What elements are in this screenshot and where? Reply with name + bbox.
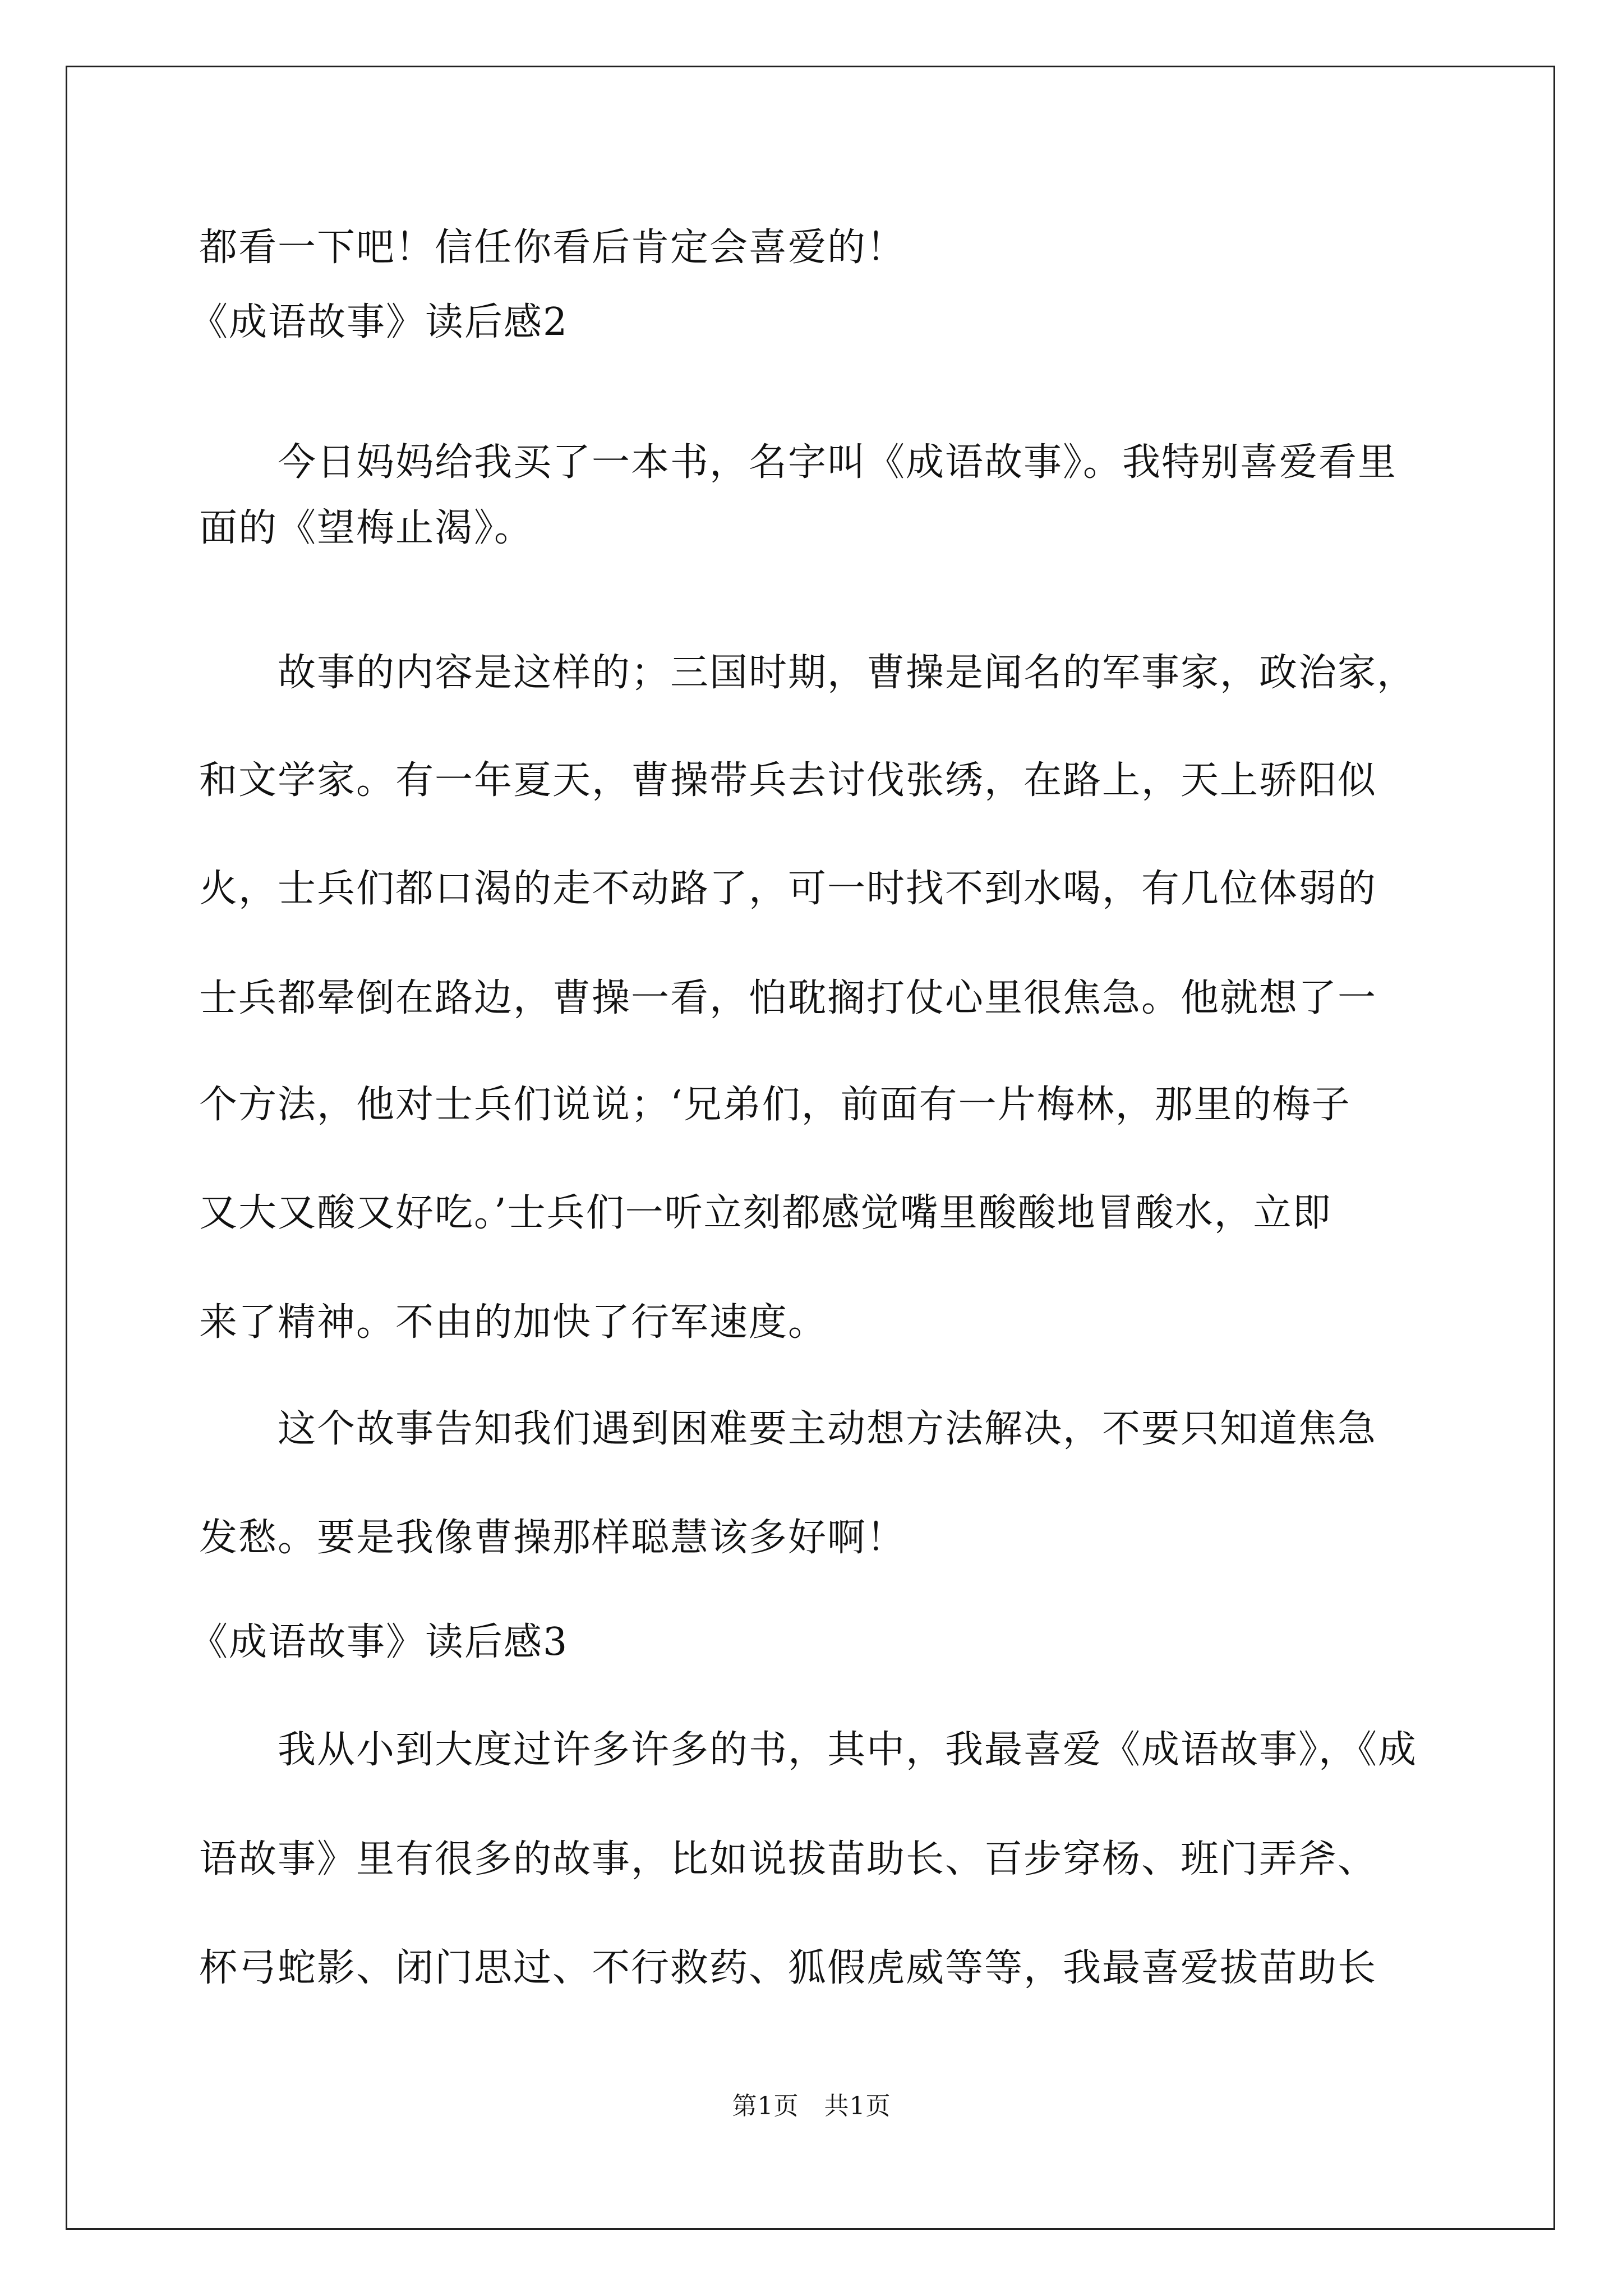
text-line: 又大又酸又好吃。’士兵们一听立刻都感觉嘴里酸酸地冒酸水，立即: [199, 1191, 1332, 1235]
text-line: 火，士兵们都口渴的走不动路了，可一时找不到水喝，有几位体弱的: [199, 867, 1377, 911]
text-line: 发愁。要是我像曹操那样聪慧该多好啊！: [199, 1516, 906, 1560]
text-line: 这个故事告知我们遇到困难要主动想方法解决，不要只知道焦急: [278, 1407, 1377, 1451]
text-line: 来了精神。不由的加快了行军速度。: [199, 1300, 828, 1345]
text-line: 和文学家。有一年夏天，曹操带兵去讨伐张绣，在路上，天上骄阳似: [199, 758, 1377, 803]
text-line: 今日妈妈给我买了一本书，名字叫《成语故事》。我特别喜爱看里: [278, 440, 1398, 485]
page-footer: 第1页 共1页: [732, 2092, 891, 2120]
text-line: 我从小到大度过许多许多的书，其中，我最喜爱《成语故事》，《成: [278, 1728, 1418, 1772]
page-border: [66, 66, 1555, 2230]
text-line: 故事的内容是这样的；三国时期，曹操是闻名的军事家，政治家，: [278, 651, 1417, 695]
text-line: 语故事》里有很多的故事，比如说拔苗助长、百步穿杨、班门弄斧、: [199, 1837, 1377, 1881]
text-line: 士兵都晕倒在路边，曹操一看，怕耽搁打仗心里很焦急。他就想了一: [199, 976, 1377, 1020]
section-heading: 《成语故事》读后感3: [190, 1620, 569, 1664]
text-line: 杯弓蛇影、闭门思过、不行救药、狐假虎威等等，我最喜爱拔苗助长: [199, 1946, 1377, 1990]
section-heading: 《成语故事》读后感2: [190, 300, 569, 344]
text-line: 面的《望梅止渴》。: [199, 506, 534, 550]
text-line: 都看一下吧！信任你看后肯定会喜爱的！: [199, 226, 906, 270]
text-line: 个方法，他对士兵们说说；‘兄弟们，前面有一片梅林，那里的梅子: [199, 1083, 1351, 1127]
